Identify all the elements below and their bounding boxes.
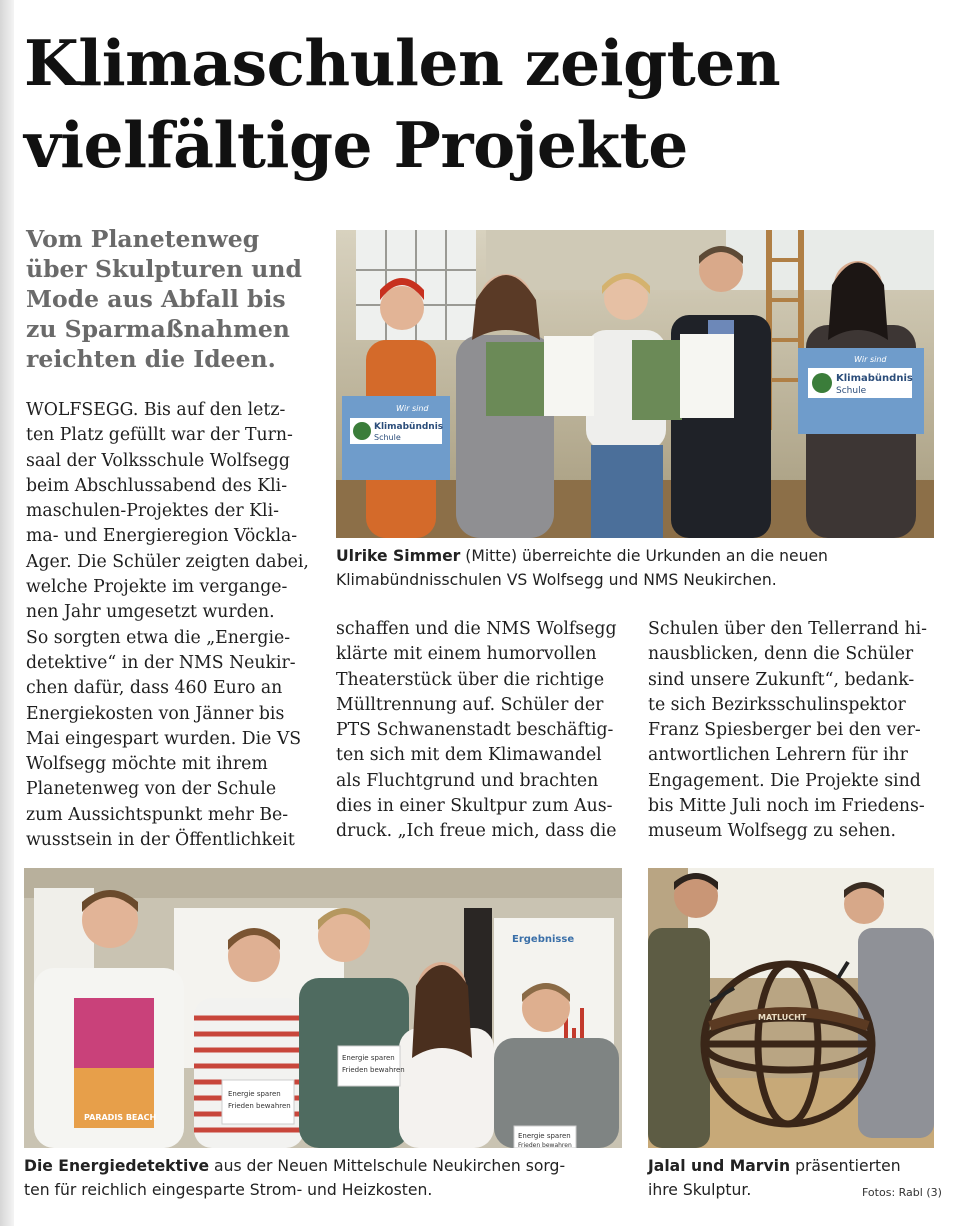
text-line: welche Projekte im vergange- xyxy=(26,577,288,598)
caption-group-name: Die Energiedetektive xyxy=(24,1157,210,1175)
text-line: museum Wolfsegg zu sehen. xyxy=(648,821,897,842)
page-edge-shadow xyxy=(0,0,14,1226)
energy-card-3 xyxy=(514,1126,576,1148)
text-line: ten sich mit dem Klimawandel xyxy=(336,745,602,766)
caption-text-line-2: ihre Skulptur. xyxy=(648,1181,752,1199)
card-text: Frieden bewahren xyxy=(228,1102,291,1110)
card-text: Frieden bewahren xyxy=(518,1142,572,1148)
caption-text: präsentierten xyxy=(790,1157,901,1175)
subhead-line: über Skulpturen und xyxy=(26,255,302,283)
text-line: schaffen und die NMS Wolfsegg xyxy=(336,619,617,639)
sculpture-text: MATLUCHT xyxy=(758,1013,807,1022)
text-line: Mai eingespart wurden. Die VS xyxy=(26,728,302,749)
text-line: wusstsein in der Öffentlichkeit xyxy=(26,830,295,851)
poster-title: Ergebnisse xyxy=(512,934,575,945)
text-line: Ager. Die Schüler zeigten dabei, xyxy=(26,551,309,572)
text-line: PTS Schwanenstadt beschäftig- xyxy=(336,720,614,741)
text-line: Franz Spiesberger bei den ver- xyxy=(648,720,921,741)
card-text: Energie sparen xyxy=(342,1054,395,1062)
klimabuendnis-sign-left xyxy=(342,396,450,480)
caption-energy-detectives xyxy=(24,1154,624,1202)
text-line: WOLFSEGG. Bis auf den letz- xyxy=(26,400,286,420)
headline-line-2: vielfältige Projekte xyxy=(24,108,688,182)
text-line: Theaterstück über die richtige xyxy=(336,669,605,690)
text-line: nen Jahr umgesetzt wurden. xyxy=(26,602,275,623)
text-line: als Fluchtgrund und brachten xyxy=(336,770,599,791)
sign-right-brand-text: Klimabündnis xyxy=(836,373,913,384)
text-line: Mülltrennung auf. Schüler der xyxy=(336,694,604,715)
photo-award-ceremony-graphic xyxy=(336,230,934,538)
photo-sculpture xyxy=(648,868,934,1148)
card-text: Frieden bewahren xyxy=(342,1066,405,1074)
card-text: Energie sparen xyxy=(228,1090,281,1098)
sign-right-small-text: Wir sind xyxy=(854,355,887,364)
text-line: chen dafür, dass 460 Euro an xyxy=(26,678,283,699)
photo-sculpture-graphic xyxy=(648,868,934,1148)
text-line: zum Aussichtspunkt mehr Be- xyxy=(26,804,289,825)
sign-left-brand-text: Klimabündnis xyxy=(374,422,444,432)
text-line: antwortlichen Lehrern für ihr xyxy=(648,745,908,766)
text-line: Planetenweg von der Schule xyxy=(26,779,277,800)
text-line: maschulen-Projektes der Kli- xyxy=(26,501,279,522)
text-line: Engagement. Die Projekte sind xyxy=(648,770,921,791)
text-line: ten Platz gefüllt war der Turn- xyxy=(26,425,293,446)
headline-line-1: Klimaschulen zeigten xyxy=(24,26,781,100)
caption-text: aus der Neuen Mittelschule Neukirchen sorg- xyxy=(209,1157,566,1175)
subhead-line: Mode aus Abfall bis xyxy=(26,285,286,313)
subhead-line: Vom Planetenweg xyxy=(26,225,260,253)
text-line: saal der Volksschule Wolfsegg xyxy=(26,450,290,471)
energy-card-2 xyxy=(338,1046,405,1086)
photo-energy-detectives-graphic xyxy=(24,868,622,1148)
article-column-2 xyxy=(336,617,626,845)
energy-card-1 xyxy=(222,1080,294,1124)
subhead-line: reichten die Ideen. xyxy=(26,345,276,373)
text-line: beim Abschlussabend des Kli- xyxy=(26,475,288,496)
subheadline xyxy=(26,224,326,374)
text-line: Energiekosten von Jänner bis xyxy=(26,703,285,724)
text-line: nausblicken, denn die Schüler xyxy=(648,644,914,665)
text-line: sind unsere Zukunft“, bedank- xyxy=(648,669,915,690)
text-line: Schulen über den Tellerrand hi- xyxy=(648,619,927,639)
text-line: bis Mitte Juli noch im Friedens- xyxy=(648,796,925,817)
klimabuendnis-sign-right xyxy=(798,348,924,434)
text-line: So sorgten etwa die „Energie- xyxy=(26,627,291,648)
text-line: ma- und Energieregion Vöckla- xyxy=(26,526,298,547)
sign-left-small-text: Wir sind xyxy=(396,404,429,413)
article-column-3 xyxy=(648,617,936,845)
photo-energy-detectives xyxy=(24,868,622,1148)
caption-award-ceremony xyxy=(336,544,934,592)
caption-person-name: Ulrike Simmer xyxy=(336,547,461,565)
sign-left-brand-text-2: Schule xyxy=(374,433,401,442)
text-line: Wolfsegg möchte mit ihrem xyxy=(26,754,268,775)
caption-text-line-2: ten für reichlich eingesparte Strom- und Heizkosten. xyxy=(24,1181,433,1199)
caption-person-names: Jalal und Marvin xyxy=(648,1157,791,1175)
text-line: dies in einer Skultpur zum Aus- xyxy=(336,796,613,817)
text-line: te sich Bezirksschulinspektor xyxy=(648,694,906,715)
photo-credit: Fotos: Rabl (3) xyxy=(862,1186,942,1199)
headline xyxy=(24,22,944,186)
caption-text: (Mitte) überreichte die Urkunden an die neuen xyxy=(460,547,828,565)
text-line: druck. „Ich freue mich, dass die xyxy=(336,821,617,842)
text-line: detektive“ in der NMS Neukir- xyxy=(26,652,296,673)
shirt-print-text: PARADIS BEACH xyxy=(84,1113,157,1122)
sign-right-brand-text-2: Schule xyxy=(836,386,867,396)
caption-text-line-2: Klimabündnisschulen VS Wolfsegg und NMS Neukirchen. xyxy=(336,571,777,589)
text-line: klärte mit einem humorvollen xyxy=(336,644,597,665)
photo-award-ceremony xyxy=(336,230,934,538)
subhead-line: zu Sparmaßnahmen xyxy=(26,315,290,343)
article-column-1 xyxy=(26,398,312,853)
card-text: Energie sparen xyxy=(518,1132,571,1140)
